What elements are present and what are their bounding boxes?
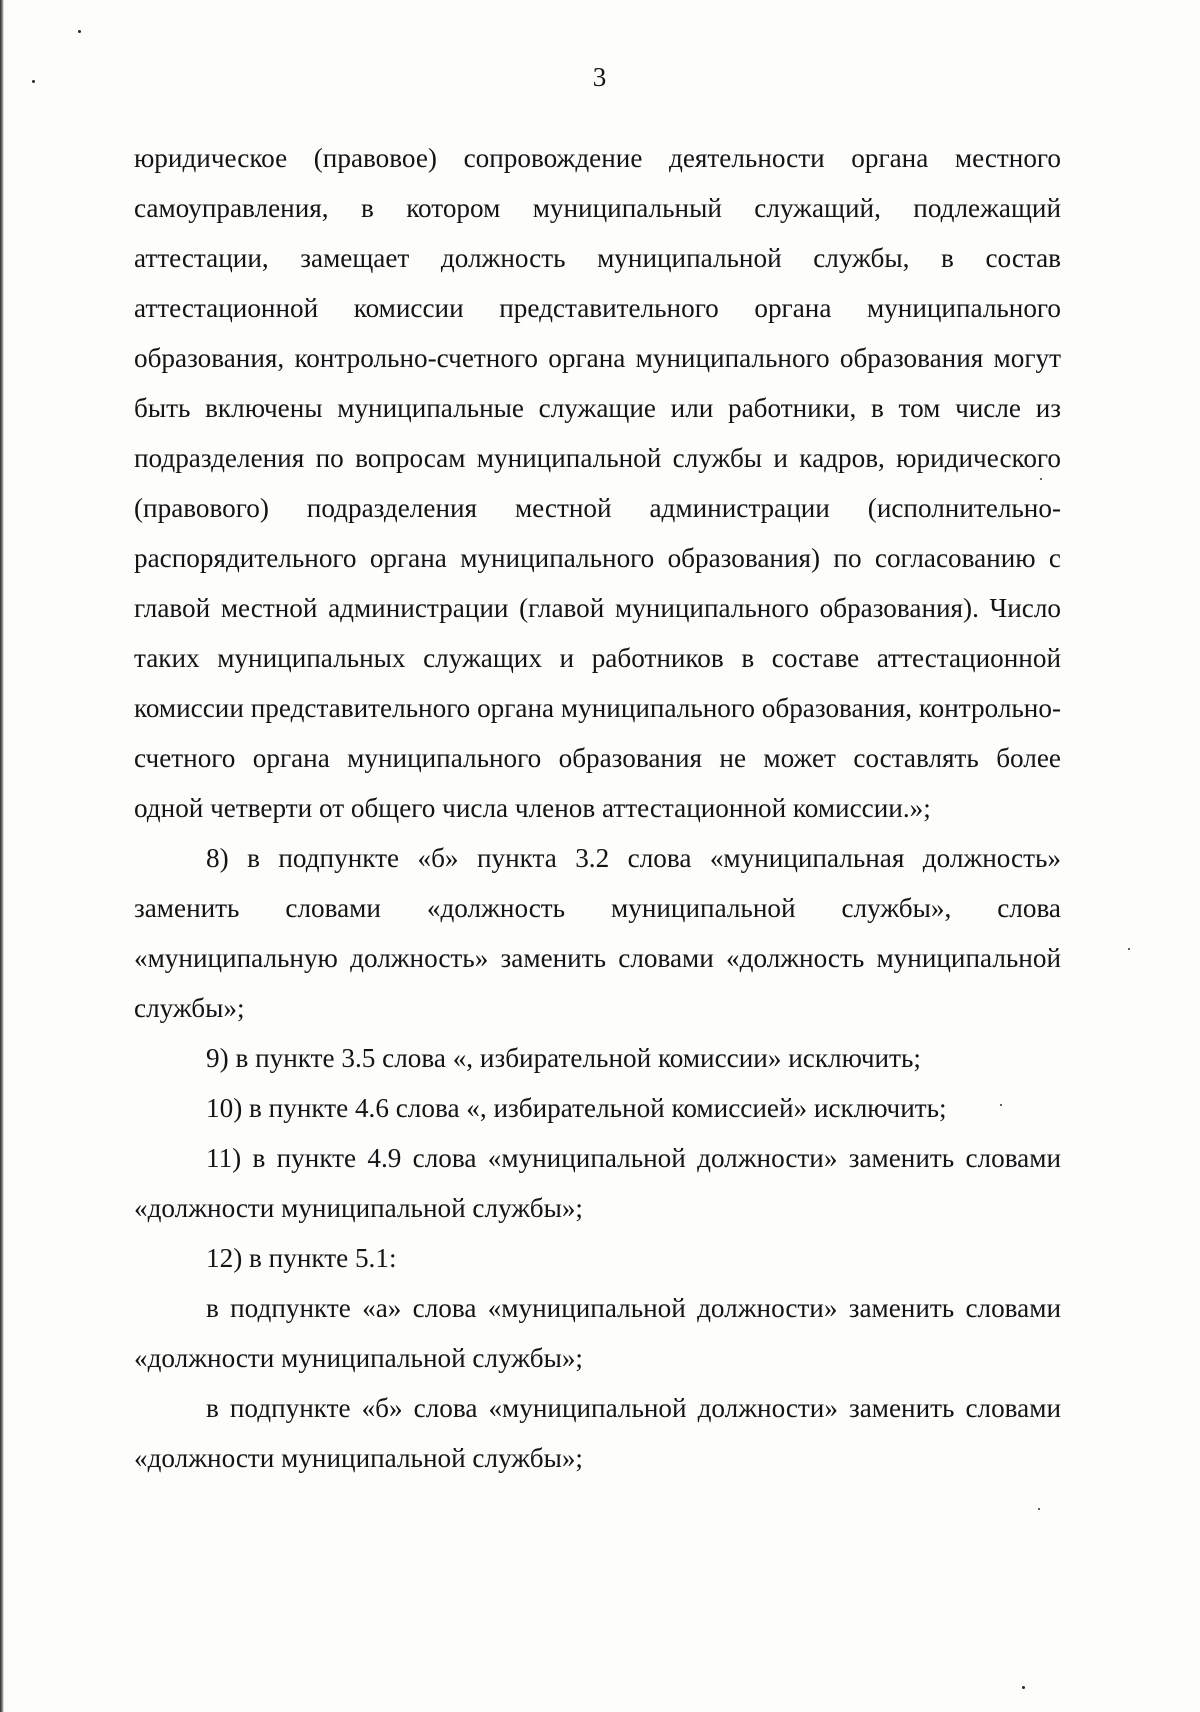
scan-speck xyxy=(78,30,81,33)
paragraph-continuation: юридическое (правовое) сопровождение деятельности органа местного самоуправления, в котором муниципальный служащий, подлежащий аттестации, замещает должность муниципальной службы, в состав аттестационной комиссии представительного органа муниципального образования, контрольно-счетного органа муниципального образования могут быть включены муниципальные служащие или работники, в том числе из подразделения по вопросам муниципальной службы и кадров, юридического (правового) подразделения местной администрации (исполнительно-распорядительного органа муниципального образования) по согласованию с главой местной администрации (главой муниципального образования). Число таких муниципальных служащих и работников в составе аттестационной комиссии представительного органа муниципального образования, контрольно-счетного органа муниципального образования не может составлять более одной четверти от общего числа членов аттестационной комиссии.»; xyxy=(134,143,1061,823)
page-number: 3 xyxy=(592,62,608,92)
scan-speck xyxy=(1038,1508,1040,1510)
scan-speck xyxy=(1000,1104,1002,1106)
paragraph-item-9: 9) в пункте 3.5 слова «, избирательной комиссии» исключить; xyxy=(206,1043,921,1073)
scan-speck xyxy=(1022,1686,1025,1689)
paragraph-item-8: 8) в подпункте «б» пункта 3.2 слова «муниципальная должность» заменить словами «должность муниципальной службы», слова «муниципальную должность» заменить словами «должность муниципальной службы»; xyxy=(134,843,1061,1023)
document-body xyxy=(134,133,1061,1483)
scan-speck xyxy=(32,80,35,83)
paragraph-item-11: 11) в пункте 4.9 слова «муниципальной должности» заменить словами «должности муниципальной службы»; xyxy=(134,1143,1061,1223)
paragraph-item-12-a: в подпункте «а» слова «муниципальной должности» заменить словами «должности муниципальной службы»; xyxy=(134,1293,1061,1373)
paragraph-item-10: 10) в пункте 4.6 слова «, избирательной комиссией» исключить; xyxy=(206,1093,947,1123)
scan-speck xyxy=(1128,948,1130,950)
scan-edge xyxy=(0,0,4,1712)
paragraph-item-12: 12) в пункте 5.1: xyxy=(206,1243,397,1273)
paragraph-item-12-b: в подпункте «б» слова «муниципальной должности» заменить словами «должности муниципальной службы»; xyxy=(134,1393,1061,1473)
scan-speck xyxy=(1040,478,1042,480)
